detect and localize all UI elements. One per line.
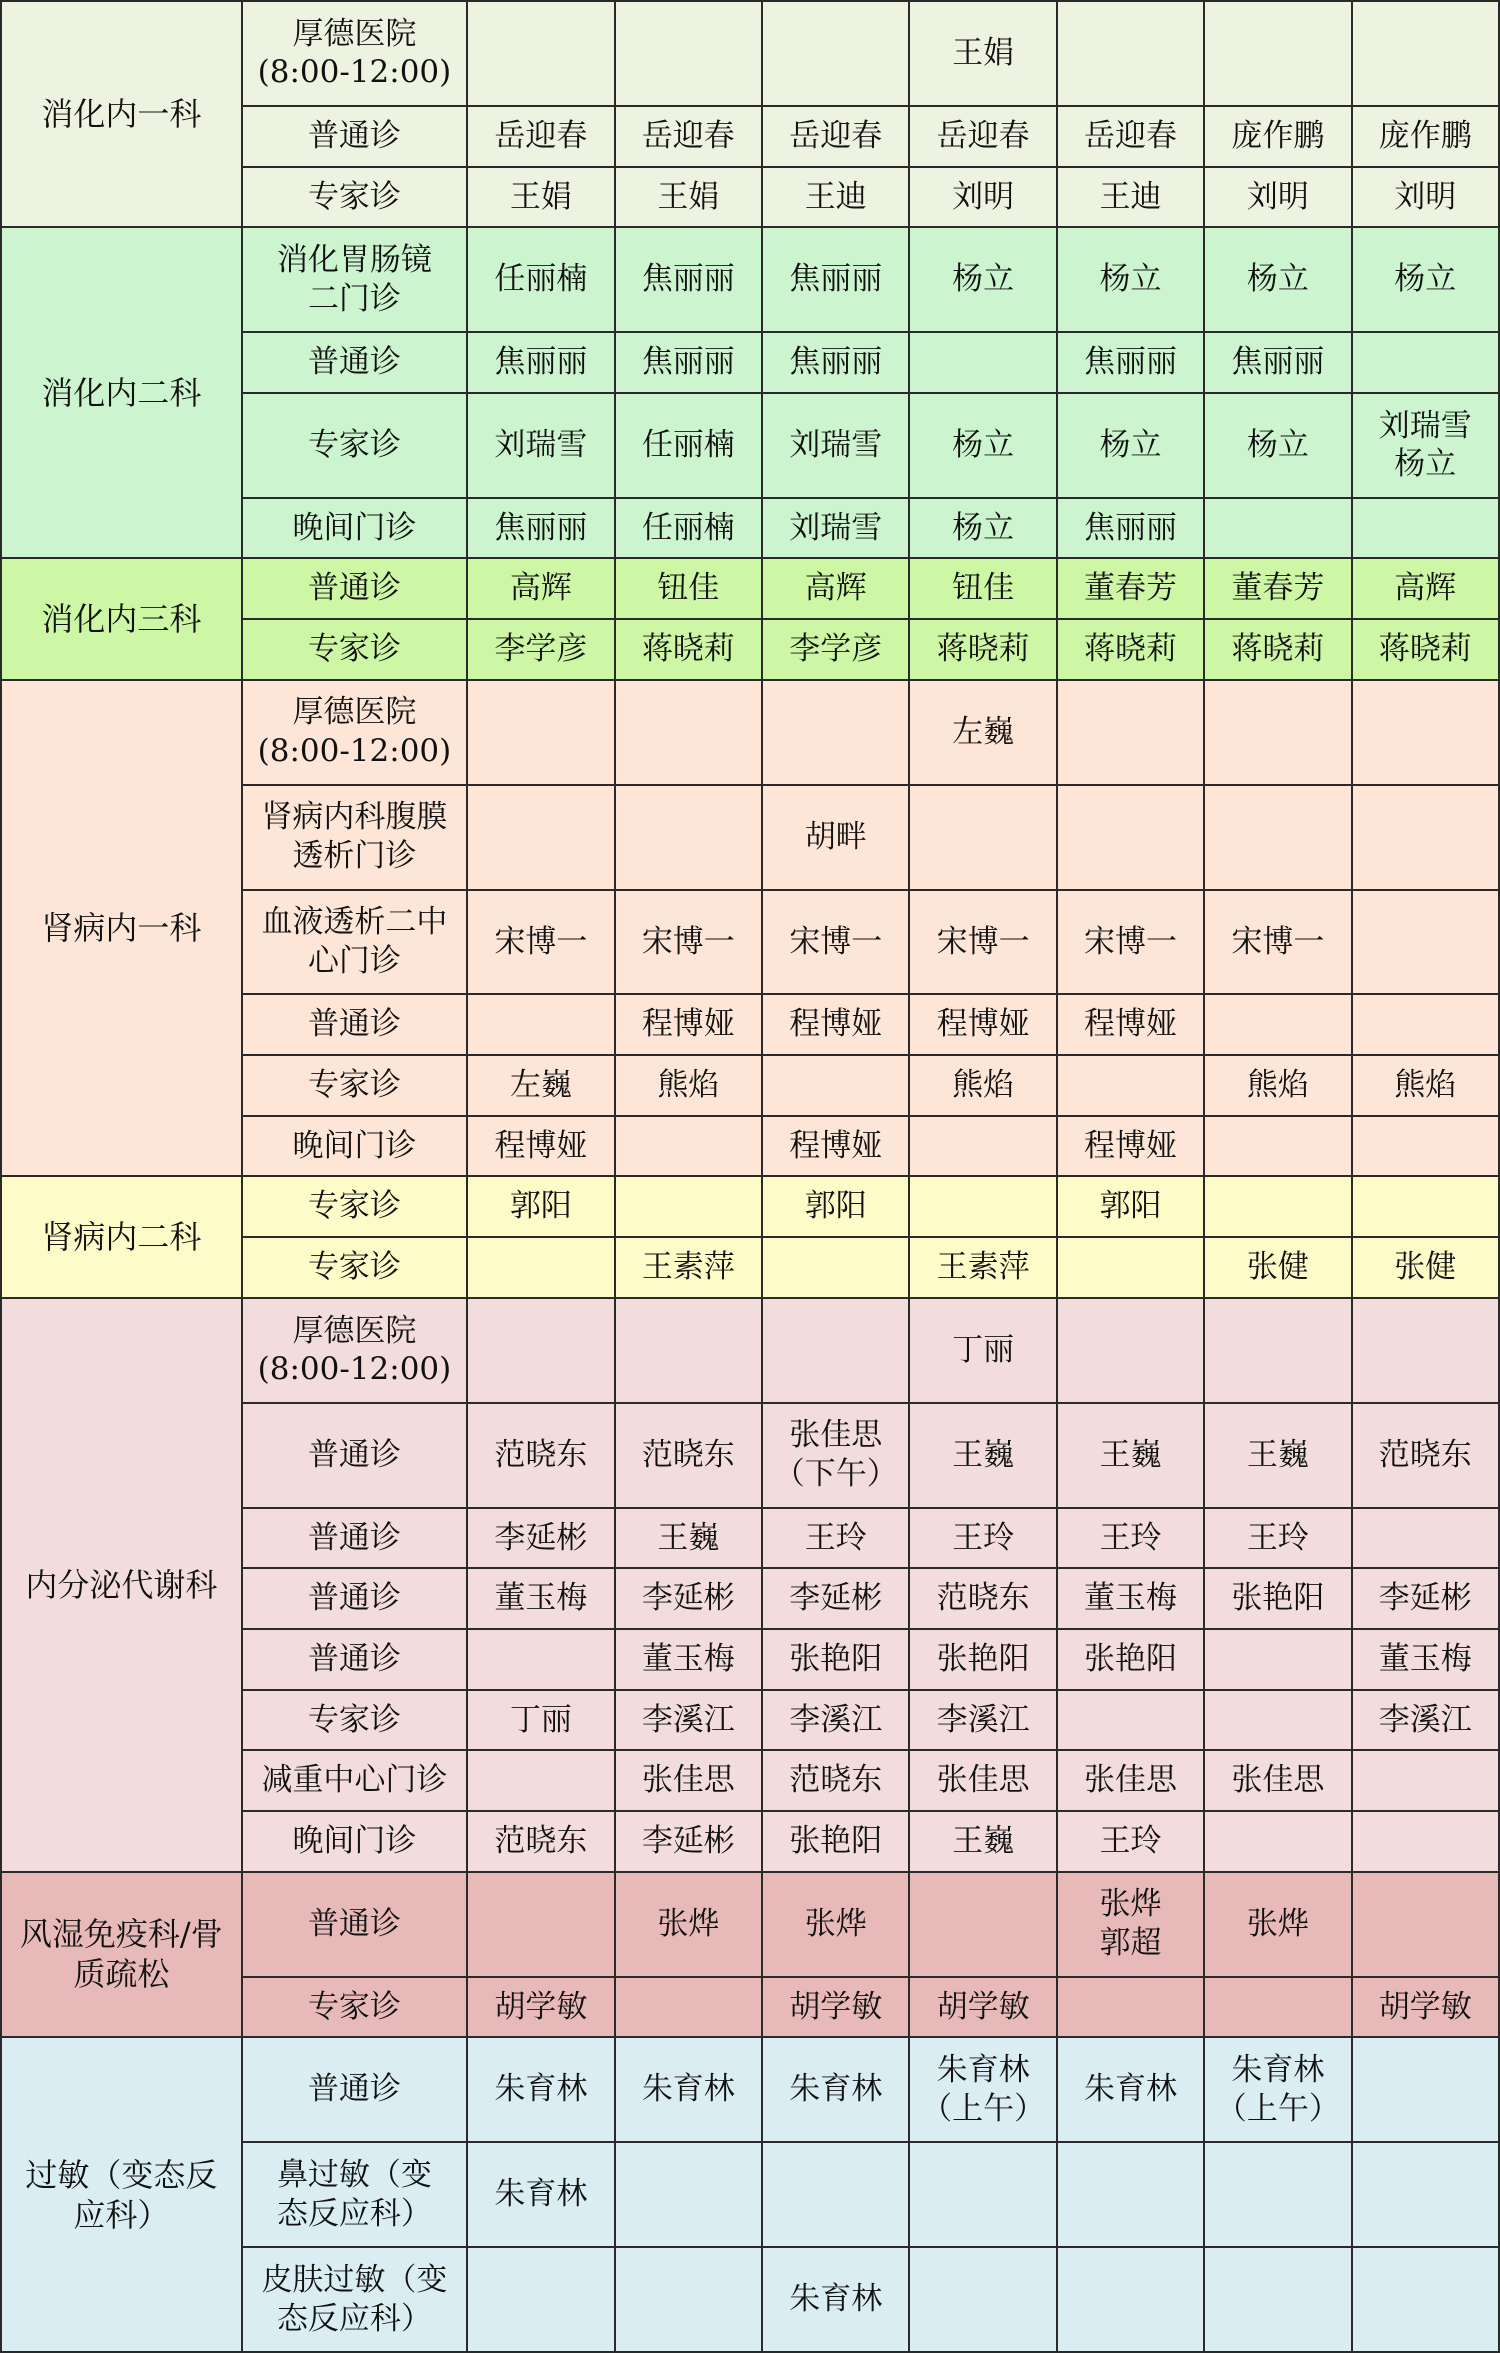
doctor-cell: [1204, 1690, 1351, 1751]
doctor-cell: 蒋晓莉: [1352, 619, 1499, 680]
doctor-cell: [1352, 1116, 1499, 1177]
clinic-type: 普通诊: [242, 1872, 468, 1977]
doctor-cell: [909, 2247, 1056, 2352]
doctor-cell: [1352, 1176, 1499, 1237]
schedule-row: [1, 558, 1499, 619]
doctor-cell: [1352, 498, 1499, 559]
doctor-cell: 朱育林 （上午）: [1204, 2037, 1351, 2142]
doctor-cell: 董玉梅: [1057, 1568, 1204, 1629]
doctor-cell: 朱育林: [615, 2037, 762, 2142]
doctor-cell: [467, 2247, 614, 2352]
doctor-cell: 李溪江: [909, 1690, 1056, 1751]
clinic-type: 厚德医院 (8:00-12:00): [242, 1298, 468, 1403]
doctor-cell: 庞作鹏: [1352, 106, 1499, 167]
doctor-cell: 朱育林: [1057, 2037, 1204, 2142]
clinic-type: 厚德医院 (8:00-12:00): [242, 1, 468, 106]
doctor-cell: 张佳思 （下午）: [762, 1403, 909, 1508]
doctor-cell: [615, 1977, 762, 2038]
doctor-cell: [762, 1237, 909, 1298]
doctor-cell: 宋博一: [467, 890, 614, 995]
doctor-cell: 刘瑞雪: [467, 393, 614, 498]
doctor-cell: [1352, 994, 1499, 1055]
doctor-cell: 任丽楠: [467, 227, 614, 332]
doctor-cell: [1057, 2142, 1204, 2247]
doctor-cell: 蒋晓莉: [909, 619, 1056, 680]
doctor-cell: 岳迎春: [1057, 106, 1204, 167]
doctor-cell: 胡学敏: [467, 1977, 614, 2038]
doctor-cell: 程博娅: [615, 994, 762, 1055]
doctor-cell: 丁丽: [467, 1690, 614, 1751]
doctor-cell: [467, 785, 614, 890]
doctor-cell: [1204, 1977, 1351, 2038]
doctor-cell: 范晓东: [909, 1568, 1056, 1629]
doctor-cell: [1352, 2142, 1499, 2247]
clinic-type: 普通诊: [242, 2037, 468, 2142]
doctor-cell: [1352, 1811, 1499, 1872]
doctor-cell: 朱育林: [467, 2037, 614, 2142]
doctor-cell: [1352, 1750, 1499, 1811]
doctor-cell: [615, 2142, 762, 2247]
clinic-type: 普通诊: [242, 1568, 468, 1629]
doctor-cell: 李延彬: [615, 1568, 762, 1629]
doctor-cell: 杨立: [1057, 393, 1204, 498]
doctor-cell: 李延彬: [467, 1508, 614, 1569]
schedule-row: [1, 2037, 1499, 2142]
doctor-cell: [467, 1237, 614, 1298]
doctor-cell: 张烨: [615, 1872, 762, 1977]
schedule-row: [1, 1298, 1499, 1403]
doctor-cell: 张健: [1352, 1237, 1499, 1298]
clinic-type: 血液透析二中 心门诊: [242, 890, 468, 995]
doctor-cell: 朱育林: [762, 2037, 909, 2142]
doctor-cell: [615, 1, 762, 106]
doctor-cell: 王玲: [1057, 1508, 1204, 1569]
doctor-cell: [615, 1298, 762, 1403]
doctor-cell: 焦丽丽: [615, 332, 762, 393]
doctor-cell: 李溪江: [615, 1690, 762, 1751]
doctor-cell: 张艳阳: [1204, 1568, 1351, 1629]
doctor-cell: [467, 680, 614, 785]
doctor-cell: 王玲: [1057, 1811, 1204, 1872]
doctor-cell: [762, 1298, 909, 1403]
doctor-cell: 王玲: [1204, 1508, 1351, 1569]
doctor-cell: 熊焰: [1204, 1055, 1351, 1116]
department-name: 内分泌代谢科: [1, 1298, 242, 1872]
doctor-cell: 程博娅: [762, 994, 909, 1055]
department-name: 消化内二科: [1, 227, 242, 558]
schedule-row: [1, 680, 1499, 785]
doctor-cell: [1204, 680, 1351, 785]
doctor-cell: 王娟: [467, 167, 614, 228]
doctor-cell: 胡学敏: [909, 1977, 1056, 2038]
doctor-cell: [1352, 332, 1499, 393]
doctor-cell: 杨立: [1352, 227, 1499, 332]
doctor-cell: [909, 332, 1056, 393]
doctor-cell: [762, 1, 909, 106]
doctor-cell: 李溪江: [1352, 1690, 1499, 1751]
doctor-cell: 岳迎春: [762, 106, 909, 167]
doctor-cell: 杨立: [909, 393, 1056, 498]
doctor-cell: 焦丽丽: [467, 498, 614, 559]
schedule-row: [1, 1872, 1499, 1977]
doctor-cell: 焦丽丽: [1204, 332, 1351, 393]
doctor-cell: [762, 2142, 909, 2247]
doctor-cell: 蒋晓莉: [615, 619, 762, 680]
doctor-cell: 焦丽丽: [1057, 332, 1204, 393]
doctor-cell: [1204, 994, 1351, 1055]
doctor-cell: [909, 785, 1056, 890]
doctor-cell: 刘明: [1352, 167, 1499, 228]
doctor-cell: 任丽楠: [615, 498, 762, 559]
doctor-cell: [1204, 1298, 1351, 1403]
doctor-cell: 范晓东: [615, 1403, 762, 1508]
doctor-cell: 焦丽丽: [762, 332, 909, 393]
doctor-cell: 丁丽: [909, 1298, 1056, 1403]
doctor-cell: [909, 2142, 1056, 2247]
doctor-cell: 任丽楠: [615, 393, 762, 498]
doctor-cell: [1204, 785, 1351, 890]
doctor-cell: 蒋晓莉: [1204, 619, 1351, 680]
doctor-cell: 刘瑞雪: [762, 393, 909, 498]
doctor-cell: [1352, 785, 1499, 890]
clinic-type: 皮肤过敏（变 态反应科）: [242, 2247, 468, 2352]
doctor-cell: 张佳思: [909, 1750, 1056, 1811]
doctor-cell: 宋博一: [909, 890, 1056, 995]
doctor-cell: [615, 1176, 762, 1237]
doctor-cell: 张健: [1204, 1237, 1351, 1298]
doctor-cell: 熊焰: [615, 1055, 762, 1116]
doctor-cell: 董玉梅: [1352, 1629, 1499, 1690]
clinic-type: 普通诊: [242, 994, 468, 1055]
schedule-body: [1, 1, 1499, 2352]
department-name: 过敏（变态反 应科）: [1, 2037, 242, 2352]
clinic-type: 晚间门诊: [242, 1116, 468, 1177]
clinic-type: 专家诊: [242, 1690, 468, 1751]
doctor-cell: 程博娅: [1057, 994, 1204, 1055]
doctor-cell: [1057, 1237, 1204, 1298]
doctor-cell: 蒋晓莉: [1057, 619, 1204, 680]
doctor-cell: 钮佳: [909, 558, 1056, 619]
doctor-cell: 李延彬: [615, 1811, 762, 1872]
schedule-row: [1, 1, 1499, 106]
doctor-cell: 范晓东: [1352, 1403, 1499, 1508]
doctor-cell: 熊焰: [1352, 1055, 1499, 1116]
clinic-type: 专家诊: [242, 1977, 468, 2038]
doctor-cell: 杨立: [1204, 393, 1351, 498]
doctor-cell: 张艳阳: [1057, 1629, 1204, 1690]
doctor-cell: [1352, 680, 1499, 785]
doctor-cell: 熊焰: [909, 1055, 1056, 1116]
doctor-cell: 王素萍: [615, 1237, 762, 1298]
doctor-cell: 王娟: [615, 167, 762, 228]
doctor-cell: [1352, 1508, 1499, 1569]
doctor-cell: 宋博一: [615, 890, 762, 995]
doctor-cell: [1204, 498, 1351, 559]
doctor-cell: 张烨: [762, 1872, 909, 1977]
doctor-cell: 李延彬: [1352, 1568, 1499, 1629]
doctor-cell: 胡学敏: [1352, 1977, 1499, 2038]
doctor-cell: 王迪: [762, 167, 909, 228]
doctor-cell: 杨立: [909, 498, 1056, 559]
doctor-cell: 刘明: [1204, 167, 1351, 228]
doctor-cell: [1204, 2142, 1351, 2247]
doctor-cell: [1204, 1629, 1351, 1690]
doctor-cell: [762, 680, 909, 785]
doctor-cell: 庞作鹏: [1204, 106, 1351, 167]
doctor-cell: [1057, 1, 1204, 106]
clinic-type: 鼻过敏（变 态反应科）: [242, 2142, 468, 2247]
clinic-type: 普通诊: [242, 332, 468, 393]
doctor-cell: [1204, 1176, 1351, 1237]
doctor-cell: 郭阳: [762, 1176, 909, 1237]
doctor-cell: 张佳思: [1057, 1750, 1204, 1811]
doctor-cell: 王娟: [909, 1, 1056, 106]
doctor-cell: 范晓东: [762, 1750, 909, 1811]
doctor-cell: [467, 1750, 614, 1811]
clinic-type: 厚德医院 (8:00-12:00): [242, 680, 468, 785]
doctor-cell: 杨立: [1204, 227, 1351, 332]
clinic-type: 普通诊: [242, 106, 468, 167]
doctor-cell: [909, 1872, 1056, 1977]
clinic-type: 普通诊: [242, 1629, 468, 1690]
doctor-cell: 左巍: [909, 680, 1056, 785]
doctor-cell: [615, 680, 762, 785]
department-name: 肾病内二科: [1, 1176, 242, 1297]
clinic-type: 肾病内科腹膜 透析门诊: [242, 785, 468, 890]
doctor-cell: 胡学敏: [762, 1977, 909, 2038]
doctor-cell: 董玉梅: [467, 1568, 614, 1629]
doctor-cell: 杨立: [1057, 227, 1204, 332]
clinic-type: 普通诊: [242, 1403, 468, 1508]
doctor-cell: 宋博一: [762, 890, 909, 995]
doctor-cell: 范晓东: [467, 1811, 614, 1872]
doctor-cell: [1057, 1977, 1204, 2038]
doctor-cell: [1057, 785, 1204, 890]
doctor-cell: 王巍: [1204, 1403, 1351, 1508]
doctor-cell: 胡畔: [762, 785, 909, 890]
doctor-cell: 焦丽丽: [467, 332, 614, 393]
doctor-cell: 钮佳: [615, 558, 762, 619]
doctor-cell: [467, 1629, 614, 1690]
schedule-row: [1, 1176, 1499, 1237]
doctor-cell: 刘瑞雪 杨立: [1352, 393, 1499, 498]
doctor-cell: [1204, 1116, 1351, 1177]
doctor-cell: [762, 1055, 909, 1116]
clinic-type: 专家诊: [242, 1176, 468, 1237]
schedule-row: [1, 227, 1499, 332]
doctor-cell: 程博娅: [1057, 1116, 1204, 1177]
doctor-cell: [1204, 1811, 1351, 1872]
doctor-cell: 张佳思: [615, 1750, 762, 1811]
doctor-cell: [1057, 2247, 1204, 2352]
doctor-cell: [615, 1116, 762, 1177]
doctor-cell: 王迪: [1057, 167, 1204, 228]
doctor-cell: 王巍: [909, 1811, 1056, 1872]
doctor-cell: [467, 994, 614, 1055]
clinic-type: 减重中心门诊: [242, 1750, 468, 1811]
doctor-cell: 朱育林 （上午）: [909, 2037, 1056, 2142]
doctor-cell: [1352, 1298, 1499, 1403]
doctor-cell: 岳迎春: [467, 106, 614, 167]
doctor-cell: 刘瑞雪: [762, 498, 909, 559]
doctor-cell: 王巍: [1057, 1403, 1204, 1508]
department-name: 肾病内一科: [1, 680, 242, 1177]
doctor-cell: 宋博一: [1204, 890, 1351, 995]
doctor-cell: 张艳阳: [762, 1629, 909, 1690]
doctor-cell: 范晓东: [467, 1403, 614, 1508]
doctor-cell: 张烨: [1204, 1872, 1351, 1977]
doctor-cell: 高辉: [762, 558, 909, 619]
clinic-type: 普通诊: [242, 1508, 468, 1569]
doctor-cell: 高辉: [1352, 558, 1499, 619]
doctor-cell: [1057, 1690, 1204, 1751]
doctor-cell: 高辉: [467, 558, 614, 619]
doctor-cell: 张佳思: [1204, 1750, 1351, 1811]
doctor-cell: [1204, 2247, 1351, 2352]
doctor-cell: 刘明: [909, 167, 1056, 228]
doctor-cell: 李溪江: [762, 1690, 909, 1751]
clinic-type: 专家诊: [242, 619, 468, 680]
doctor-cell: 岳迎春: [615, 106, 762, 167]
doctor-cell: 王巍: [909, 1403, 1056, 1508]
doctor-cell: [1057, 1298, 1204, 1403]
doctor-cell: [467, 1, 614, 106]
doctor-cell: [1352, 2037, 1499, 2142]
doctor-cell: 董春芳: [1057, 558, 1204, 619]
clinic-type: 晚间门诊: [242, 498, 468, 559]
doctor-cell: 王素萍: [909, 1237, 1056, 1298]
doctor-cell: 焦丽丽: [615, 227, 762, 332]
doctor-cell: 程博娅: [467, 1116, 614, 1177]
doctor-cell: 郭阳: [467, 1176, 614, 1237]
clinic-type: 消化胃肠镜 二门诊: [242, 227, 468, 332]
doctor-cell: [1057, 1055, 1204, 1116]
doctor-cell: 王玲: [762, 1508, 909, 1569]
doctor-cell: 李延彬: [762, 1568, 909, 1629]
doctor-cell: [1352, 1872, 1499, 1977]
doctor-cell: 李学彦: [762, 619, 909, 680]
doctor-cell: 程博娅: [909, 994, 1056, 1055]
department-name: 消化内三科: [1, 558, 242, 679]
doctor-cell: [1057, 680, 1204, 785]
doctor-cell: 李学彦: [467, 619, 614, 680]
doctor-cell: 郭阳: [1057, 1176, 1204, 1237]
doctor-cell: [1352, 1, 1499, 106]
doctor-cell: 朱育林: [762, 2247, 909, 2352]
doctor-cell: 董春芳: [1204, 558, 1351, 619]
clinic-type: 普通诊: [242, 558, 468, 619]
doctor-cell: 焦丽丽: [762, 227, 909, 332]
department-name: 消化内一科: [1, 1, 242, 227]
clinic-type: 专家诊: [242, 167, 468, 228]
clinic-type: 专家诊: [242, 1055, 468, 1116]
doctor-cell: [467, 1872, 614, 1977]
doctor-cell: [909, 1176, 1056, 1237]
doctor-cell: [1352, 890, 1499, 995]
doctor-cell: 王玲: [909, 1508, 1056, 1569]
doctor-cell: 杨立: [909, 227, 1056, 332]
doctor-cell: 王巍: [615, 1508, 762, 1569]
doctor-cell: [1204, 1, 1351, 106]
doctor-cell: 朱育林: [467, 2142, 614, 2247]
doctor-cell: [1352, 2247, 1499, 2352]
doctor-cell: 程博娅: [762, 1116, 909, 1177]
doctor-cell: 张艳阳: [762, 1811, 909, 1872]
doctor-cell: [909, 1116, 1056, 1177]
doctor-cell: [615, 2247, 762, 2352]
doctor-cell: 宋博一: [1057, 890, 1204, 995]
doctor-cell: 张艳阳: [909, 1629, 1056, 1690]
doctor-cell: 董玉梅: [615, 1629, 762, 1690]
doctor-cell: 焦丽丽: [1057, 498, 1204, 559]
department-name: 风湿免疫科/骨 质疏松: [1, 1872, 242, 2038]
clinic-type: 专家诊: [242, 1237, 468, 1298]
doctor-cell: 左巍: [467, 1055, 614, 1116]
doctor-cell: 岳迎春: [909, 106, 1056, 167]
doctor-cell: [615, 785, 762, 890]
clinic-type: 专家诊: [242, 393, 468, 498]
doctor-cell: [467, 1298, 614, 1403]
doctor-cell: 张烨 郭超: [1057, 1872, 1204, 1977]
clinic-type: 晚间门诊: [242, 1811, 468, 1872]
